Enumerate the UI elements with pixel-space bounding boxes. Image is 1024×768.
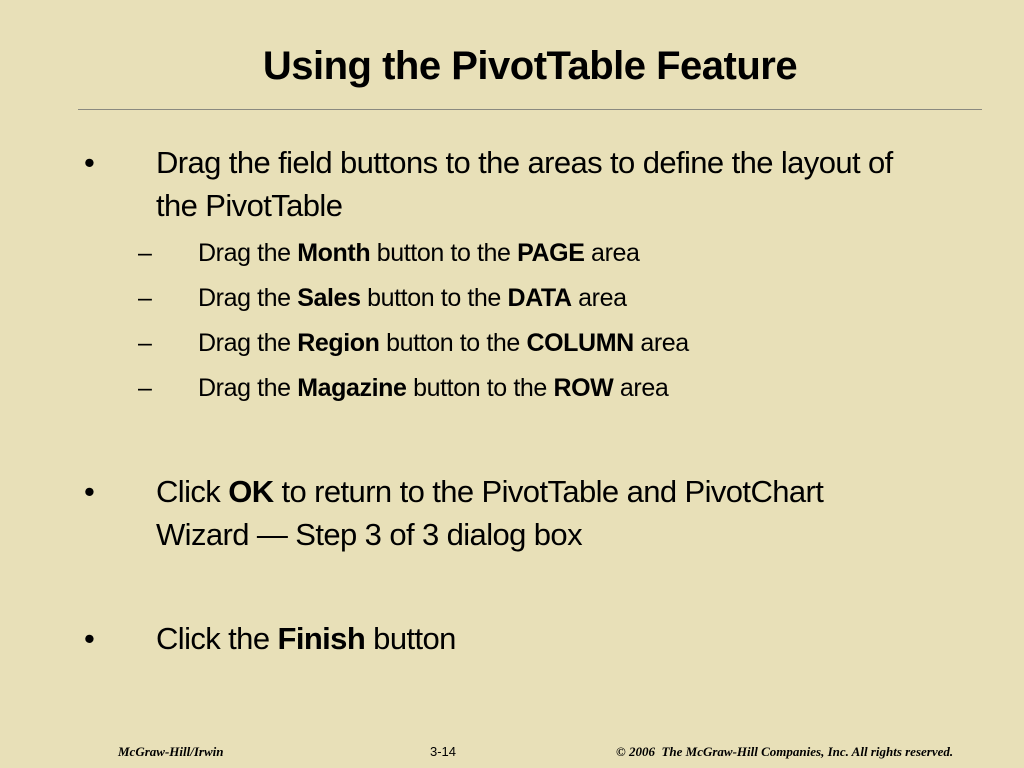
sub-bullet-marker: – [138, 239, 152, 267]
bullet-marker: • [84, 621, 95, 656]
sub-text-part: area [613, 374, 669, 402]
sub-bullet-marker: – [138, 284, 152, 312]
bullet-text-part: Click the [156, 621, 278, 656]
sub-bullet-marker: – [138, 374, 152, 402]
sub-text-part: Drag the [198, 329, 298, 357]
bullet-text [156, 141, 976, 227]
bullet-marker: • [84, 474, 95, 509]
bullet-text-line: Wizard — Step 3 of 3 dialog box [156, 517, 582, 552]
bullet-text [156, 470, 976, 556]
bullet-text-part: button [365, 621, 456, 656]
ok-label: OK [228, 474, 274, 509]
sub-bullet-text [198, 282, 958, 314]
sub-bullet-text [198, 372, 958, 404]
sub-text-part: area [584, 239, 640, 267]
slide-title: Using the PivotTable Feature [262, 44, 798, 88]
footer-page-number: 3-14 [430, 744, 457, 759]
sub-text-part: button to the [379, 329, 527, 357]
field-name: Magazine [297, 374, 407, 402]
bullet-text-part: to return to the PivotTable and PivotChart [273, 474, 824, 509]
sub-text-part: button to the [370, 239, 518, 267]
sub-bullet-text [198, 237, 958, 269]
bullet-marker: • [84, 145, 95, 180]
field-name: Month [297, 239, 371, 267]
bullet-text-line: the PivotTable [156, 188, 343, 223]
bullet-text [156, 617, 976, 660]
area-name: DATA [507, 284, 572, 312]
footer-publisher: McGraw-Hill/Irwin [118, 744, 224, 759]
sub-text-part: area [633, 329, 689, 357]
bullet-text-part: Click [156, 474, 229, 509]
sub-bullet-text [198, 327, 958, 359]
area-name: ROW [553, 374, 614, 402]
sub-text-part: Drag the [198, 374, 298, 402]
bullet-text-line: Drag the field buttons to the areas to define the layout of [156, 145, 893, 180]
field-name: Region [297, 329, 380, 357]
sub-text-part: Drag the [198, 284, 298, 312]
sub-text-part: button to the [406, 374, 554, 402]
area-name: PAGE [517, 239, 585, 267]
finish-label: Finish [277, 621, 366, 656]
footer-copyright: © 2006 The McGraw-Hill Companies, Inc. All rights reserved. [616, 744, 954, 759]
sub-text-part: area [571, 284, 627, 312]
sub-text-part: Drag the [198, 239, 298, 267]
field-name: Sales [297, 284, 361, 312]
sub-text-part: button to the [360, 284, 508, 312]
area-name: COLUMN [526, 329, 634, 357]
sub-bullet-marker: – [138, 329, 152, 357]
